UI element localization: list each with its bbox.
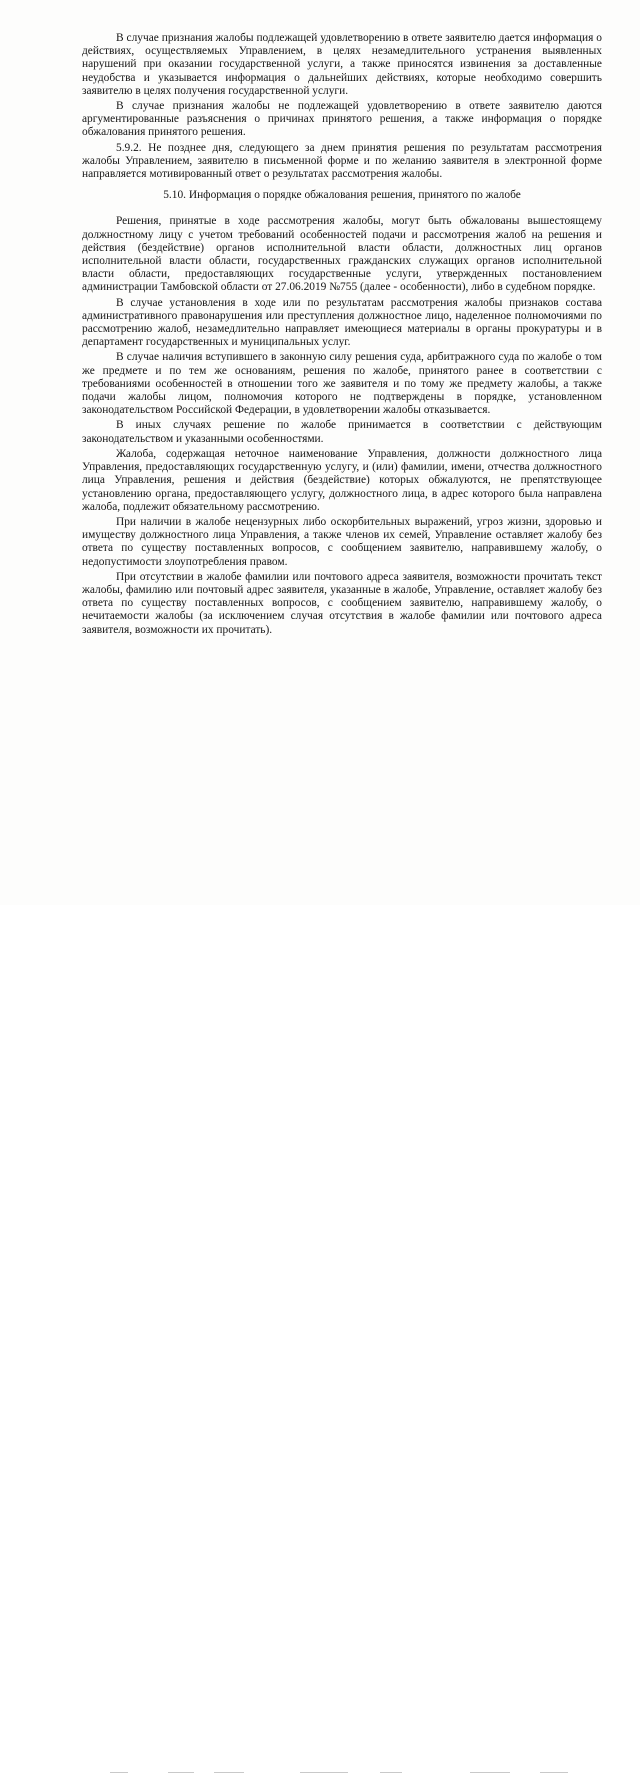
paragraph: Жалоба, содержащая неточное наименование Управления, должности должностного лица Управления, предоставляющих государственную услугу, и (или) фамилии, имени, отчества должностного лица Управления, решения и действия (бездействие) которых обжалуются, не препятствующее установлению органа, предоставляющего услугу, должностного лица, в адрес которого была направлена жалоба, подлежит обязательному рассмотрению. (82, 447, 602, 513)
paragraph: В случае признания жалобы не подлежащей удовлетворению в ответе заявителю даются аргументированные разъяснения о причинах принятого решения, а также информация о порядке обжалования принятого решения. (82, 100, 602, 139)
paragraph: В случае установления в ходе или по результатам рассмотрения жалобы признаков состава административного правонарушения или преступления должностное лицо, наделенное полномочиями по рассмотрению жалоб, незамедлительно направляет имеющиеся материалы в органы прокуратуры и в департамент государственных и муниципальных услуг. (82, 296, 602, 349)
paragraph: В иных случаях решение по жалобе принимается в соответствии с действующим законодательством и указанными особенностями. (82, 419, 602, 445)
document-body (82, 32, 602, 637)
paragraph: В случае наличия вступившего в законную силу решения суда, арбитражного суда по жалобе о том же предмете и по тем же основаниям, решения по жалобе, принятого ранее в соответствии с требованиями особенностей в отношении того же заявителя и по тому же предмету жалобы, а также подачи жалобы лицом, полномочия которого не подтверждены в порядке, установленном законодательством Российской Федерации, в удовлетворении жалобы отказывается. (82, 351, 602, 417)
paragraph: При отсутствии в жалобе фамилии или почтового адреса заявителя, возможности прочитать текст жалобы, фамилию или почтовый адрес заявителя, указанные в жалобе, Управление, оставляет жалобу без ответа по существу поставленных вопросов, с сообщением заявителю, направившему жалобу, о нечитаемости жалобы (за исключением случая отсутствия в жалобе фамилии или почтового адреса заявителя, возможности их прочитать). (82, 570, 602, 636)
section-heading: 5.10. Информация о порядке обжалования решения, принятого по жалобе (163, 189, 521, 202)
paragraph: При наличии в жалобе нецензурных либо оскорбительных выражений, угроз жизни, здоровью и имуществу должностного лица Управления, а также членов их семей, Управление оставляет жалобу без ответа по существу поставленных вопросов, с сообщением заявителю, направившему жалобу, о недопустимости злоупотребления правом. (82, 515, 602, 568)
paragraph: В случае признания жалобы подлежащей удовлетворению в ответе заявителю дается информация о действиях, осуществляемых Управлением, в целях незамедлительного устранения выявленных нарушений при оказании государственной услуги, а также приносятся извинения за доставленные неудобства и указывается информация о дальнейших действиях, которые необходимо совершить заявителю в целях получения государственной услуги. (82, 32, 602, 97)
paragraph: 5.9.2. Не позднее дня, следующего за днем принятия решения по результатам рассмотрения жалобы Управлением, заявителю в письменной форме и по желанию заявителя в электронной форме направляется мотивированный ответ о результатах рассмотрения жалобы. (82, 141, 602, 181)
paragraph: Решения, принятые в ходе рассмотрения жалобы, могут быть обжалованы вышестоящему должностному лицу с учетом требований особенностей подачи и рассмотрения жалоб на решения и действия (бездействие) органов исполнительной власти области, должностных лиц органов исполнительной власти области, государственных гражданских служащих органов исполнительной власти области, предоставляющих государственные услуги, утвержденных постановлением администрации Тамбовской области от 27.06.2019 №755 (далее - особенности), либо в судебном порядке. (82, 215, 602, 294)
scan-bottom-edge (0, 884, 640, 905)
